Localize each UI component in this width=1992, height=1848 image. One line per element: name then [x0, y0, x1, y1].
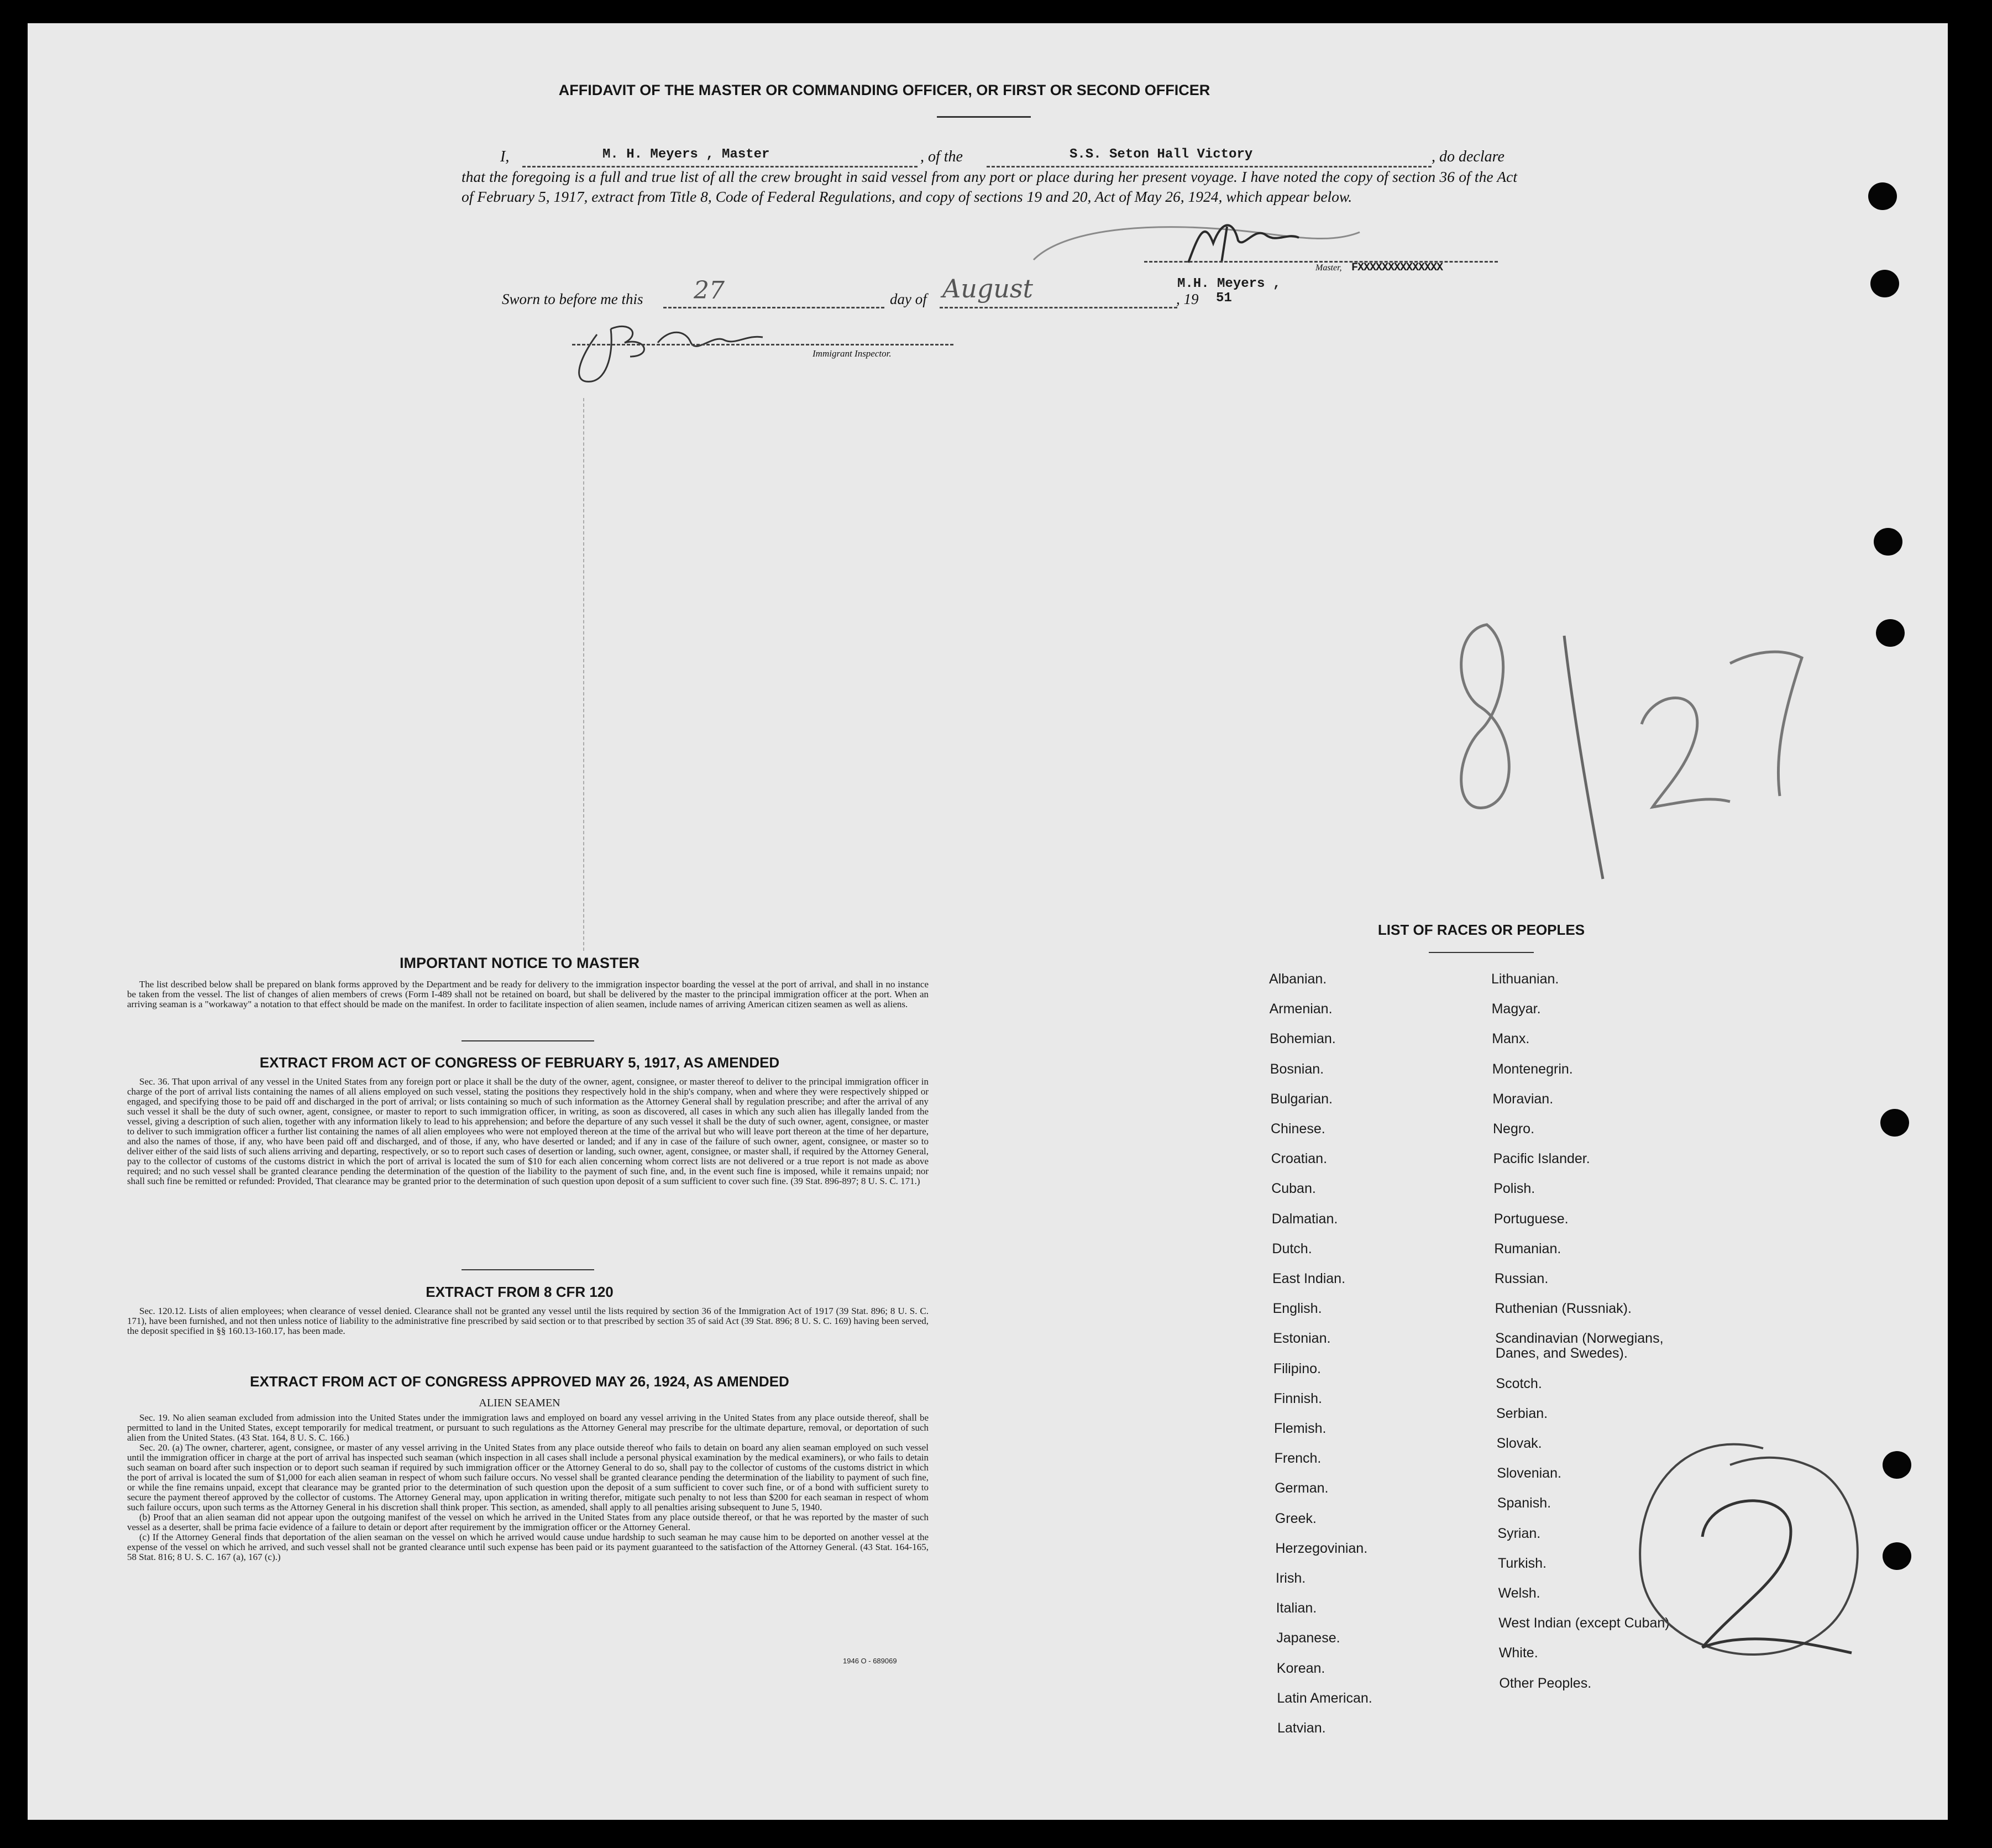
- margin-dash-marks: [583, 398, 584, 951]
- race-item: Filipino.: [1273, 1360, 1321, 1376]
- sworn-prefix: Sworn to before me this: [502, 291, 643, 307]
- race-item: Latin American.: [1277, 1690, 1372, 1706]
- race-item: Slovenian.: [1497, 1465, 1561, 1481]
- race-item: Greek.: [1275, 1510, 1317, 1526]
- race-item: Magyar.: [1491, 1001, 1541, 1017]
- do-declare-text: , do declare: [1432, 148, 1505, 165]
- race-item: Danes, and Swedes).: [1495, 1346, 1628, 1362]
- race-item: Estonian.: [1273, 1331, 1331, 1347]
- race-item: Welsh.: [1498, 1585, 1540, 1601]
- handwritten-circled-number: [1625, 1432, 1879, 1686]
- extract-1924-subtitle: ALIEN SEAMEN: [479, 1397, 560, 1409]
- extract-1924-sec20b: (b) Proof that an alien seaman did not appear upon the outgoing manifest of the vessel on which he arrived in the United States from any place outside thereof, or that he was reported by the master of such vessel as a deserter, shall be prima facie evidence of a failure to detain or deport after requirement by the immigration officer or the Attorney General.: [127, 1512, 929, 1532]
- race-item: Italian.: [1276, 1600, 1317, 1616]
- race-item: German.: [1275, 1480, 1329, 1496]
- race-item: Other Peoples.: [1499, 1675, 1592, 1691]
- of-the-text: , of the: [920, 148, 963, 165]
- race-item: Scotch.: [1496, 1375, 1542, 1391]
- affidavit-title: AFFIDAVIT OF THE MASTER OR COMMANDING OFFICER, OR FIRST OR SECOND OFFICER: [558, 82, 1210, 98]
- master-caption: Master,: [1315, 263, 1342, 273]
- race-item: Japanese.: [1276, 1630, 1340, 1646]
- extract-8cfr-title: EXTRACT FROM 8 CFR 120: [426, 1284, 614, 1300]
- race-item: Cuban.: [1271, 1181, 1316, 1197]
- race-item: Finnish.: [1273, 1390, 1322, 1406]
- master-caption-struck: FXXXXXXXXXXXXXX: [1351, 261, 1443, 274]
- title-underline: [937, 116, 1031, 118]
- race-item: Korean.: [1276, 1660, 1325, 1676]
- race-item: Latvian.: [1277, 1720, 1326, 1736]
- punch-hole: [1883, 1542, 1911, 1570]
- race-item: Portuguese.: [1493, 1211, 1569, 1227]
- extract-1924-sec20c: (c) If the Attorney General finds that deportation of the alien seaman on the vessel on which he arrived would cause undue hardship to such seaman he may cause him to be deported on another vessel at the expense of the vessel on which he arrived, and such vessel shall not be granted clearance until such expense has been paid or its payment guaranteed to the satisfaction of the Attorney General. (43 Stat. 164-165, 58 Stat. 816; 8 U. S. C. 167 (a), 167 (c).): [127, 1532, 929, 1562]
- race-item: East Indian.: [1272, 1271, 1346, 1286]
- race-item: Herzegovinian.: [1275, 1540, 1368, 1556]
- race-item: Ruthenian (Russniak).: [1495, 1301, 1632, 1317]
- race-item: Moravian.: [1492, 1091, 1554, 1107]
- race-item: White.: [1498, 1645, 1538, 1661]
- sworn-month-line: [940, 307, 1177, 308]
- notice-title: IMPORTANT NOTICE TO MASTER: [400, 955, 639, 971]
- race-item: Bulgarian.: [1270, 1091, 1333, 1107]
- master-name-typed: M. H. Meyers , Master: [602, 147, 770, 162]
- vessel-name-typed: S.S. Seton Hall Victory: [1070, 147, 1253, 162]
- race-item: Manx.: [1492, 1031, 1530, 1047]
- sworn-day-line: [663, 307, 884, 308]
- extract-1917-title: EXTRACT FROM ACT OF CONGRESS OF FEBRUARY 5, 1917, AS AMENDED: [259, 1054, 780, 1071]
- race-item: Bosnian.: [1270, 1061, 1324, 1077]
- race-item: Irish.: [1276, 1570, 1306, 1586]
- extract-1917-text: [127, 1077, 929, 1186]
- race-item: Turkish.: [1498, 1555, 1547, 1571]
- extract-1924-sec20a: Sec. 20. (a) The owner, charterer, agent, consignee, or master of any vessel arriving in the United States from any place outside thereof who fails to detain on board any alien seaman employed on such vessel until the immigration officer in charge at the port of arrival has inspected such seaman (which inspection in all cases shall include a personal physical examination by the medical examiners), or who fails to detain such seaman on board after such inspection or to deport such seaman if required by such immigration officer or the Attorney General to do so, shall pay to the collector of customs of the customs district in which the port of arrival is located the sum of $1,000 for each alien seaman in respect of whom such failure occurs. No vessel shall be granted clearance pending the determination of the liability to payment of such fine, or while the fine remains unpaid, except that clearance may be granted prior to the determination of such question upon the deposit of a sum sufficient to cover such fine, or of a bond with sufficient surety to secure the payment thereof approved by the collector of customs. The Attorney General may, upon application in writing therefor, mitigate such penalty to not less than $200 for each seaman in respect of whom such failure occurs, upon such terms as the Attorney General in his discretion shall think proper. This section, as amended, shall apply to all penalties arising subsequent to June 5, 1940.: [127, 1442, 929, 1512]
- race-item: Negro.: [1493, 1121, 1535, 1137]
- race-item: French.: [1274, 1451, 1322, 1467]
- race-item: Polish.: [1493, 1181, 1535, 1197]
- extract-1924-sec19: Sec. 19. No alien seaman excluded from admission into the United States under the immigration laws and employed on board any vessel arriving in the United States from any place outside thereof, shall be permitted to land in the United States, except temporarily for medical treatment, or pursuant to such regulations as the Attorney General may prescribe for the ultimate departure, removal, or deportation of such alien from the United States. (43 Stat. 164, 8 U. S. C. 166.): [127, 1412, 929, 1443]
- affidavit-statement: that the foregoing is a full and true list of all the crew brought in said vessel from any port or place during her present voyage. I have noted the copy of section 36 of the Act of February 5, 1917, extract from Title 8, Code of Federal Regulations, and copy of sections 19 and 20, Act of May 26, 1924, which appear below.: [462, 168, 1517, 205]
- notice-paragraph: The list described below shall be prepared on blank forms approved by the Department and be ready for delivery to the immigration inspector boarding the vessel at the port of arrival, and shall in no instance be taken from the vessel. The list of changes of alien members of crews (Form I-489 shall not be retained on board, but shall be delivered by the master to the principal immigration officer at the port. When an arriving seaman is a "workaway" a notation to that effect should be made on the manifest. In order to facilitate inspection of alien seamen, include names of arriving American citizen seamen as well as aliens.: [127, 979, 929, 1009]
- race-item: Russian.: [1495, 1271, 1549, 1286]
- sworn-month: August: [942, 274, 1034, 303]
- punch-hole: [1876, 619, 1905, 647]
- race-item: Bohemian.: [1270, 1031, 1336, 1047]
- races-title-underline: [1429, 952, 1534, 953]
- race-item: West Indian (except Cuban).: [1498, 1615, 1674, 1631]
- race-item: Lithuanian.: [1491, 971, 1559, 987]
- race-item: Slovak.: [1496, 1436, 1542, 1451]
- race-item: Armenian.: [1269, 1001, 1333, 1017]
- affidavit-i-prefix: I,: [500, 148, 510, 165]
- notice-divider: [462, 1040, 594, 1041]
- punch-hole: [1883, 1451, 1911, 1479]
- inspector-signature-line: [572, 344, 953, 345]
- race-item: Dalmatian.: [1271, 1211, 1338, 1227]
- inspector-caption: Immigrant Inspector.: [812, 348, 892, 359]
- extract-1917-divider: [462, 1269, 594, 1270]
- race-item: Albanian.: [1269, 971, 1327, 987]
- handwritten-date-note: [1420, 597, 1818, 896]
- punch-hole: [1874, 528, 1902, 556]
- race-item: Dutch.: [1272, 1240, 1312, 1257]
- race-item: Pacific Islander.: [1493, 1151, 1590, 1167]
- punch-hole: [1868, 182, 1897, 210]
- sworn-year: 51: [1216, 291, 1232, 306]
- extract-1917-paragraph: Sec. 36. That upon arrival of any vessel in the United States from any foreign port or place it shall be the duty of the owner, agent, consignee, or master thereof to deliver to the principal immigration officer in charge of the port of arrival lists containing the names of all aliens employed on such vessel, stating the positions they respectively hold in the ship's company, when and where they were respectively shipped or engaged, and specifying those to be paid off and discharged in the port of arrival; or lists containing so much of such information as the Attorney General shall by regulation prescribe; and after the arrival of any such vessel it shall be the duty of such owner, agent, consignee, or master to report to such immigration officer, in writing, as soon as discovered, all cases in which any such alien has illegally landed from the vessel, giving a description of such alien, together with any information likely to lead to his apprehension; and before the departure of any such vessel it shall be the duty of such owner, agent, consignee, or master to deliver to such immigration officer a further list containing the names of all alien employees who were not employed thereon at the time of the arrival but who will leave port thereon at the time of her departure, and also the names of those, if any, who have been paid off and discharged, and of those, if any, who have deserted or landed; and if any in case of the failure of such owner, agent, consignee, or master so to deliver either of the said lists of such aliens arriving and departing, respectively, or so to report such cases of desertion or landing, such owner, agent, consignee, or master shall, if required by the Attorney General, pay to the collector of customs of the customs district in which the port of arrival is located the sum of $10 for each alien concerning whom correct lists are not delivered or a true report is not made as above required; and no such vessel shall be granted clearance pending the determination of the question of the liability to the payment of such fine, and, in the event such fine is imposed, while it remains unpaid; nor shall such fine be remitted or refunded: Provided, That clearance may be granted prior to the determination of such question upon deposit of a sum sufficient to cover such fine. (39 Stat. 896-897; 8 U. S. C. 171.): [127, 1076, 929, 1186]
- punch-hole: [1880, 1109, 1909, 1137]
- race-item: Flemish.: [1274, 1421, 1327, 1436]
- race-item: Serbian.: [1496, 1405, 1548, 1421]
- sworn-day: 27: [694, 276, 725, 305]
- race-item: Montenegrin.: [1492, 1061, 1573, 1077]
- notice-text: [127, 980, 929, 1009]
- inspector-signature: [558, 312, 790, 395]
- print-code: 1946 O - 689069: [843, 1657, 897, 1665]
- race-item: Spanish.: [1497, 1495, 1551, 1511]
- punch-hole: [1870, 270, 1899, 297]
- race-item: Scandinavian (Norwegians,: [1495, 1331, 1664, 1347]
- race-item: English.: [1272, 1301, 1322, 1317]
- race-item: Syrian.: [1497, 1525, 1541, 1541]
- race-item: Croatian.: [1271, 1151, 1328, 1167]
- extract-8cfr-text: [127, 1306, 929, 1336]
- master-signature-line: [1144, 261, 1498, 263]
- races-title: LIST OF RACES OR PEOPLES: [1377, 922, 1585, 938]
- race-item: Rumanian.: [1494, 1240, 1561, 1257]
- master-signature-typed: M.H. Meyers ,: [1177, 276, 1281, 291]
- race-item: Chinese.: [1271, 1121, 1325, 1137]
- year-prefix: , 19: [1176, 291, 1199, 307]
- extract-1924-title: EXTRACT FROM ACT OF CONGRESS APPROVED MAY 26, 1924, AS AMENDED: [250, 1373, 789, 1390]
- day-of-text: day of: [890, 291, 927, 307]
- extract-8cfr-paragraph: Sec. 120.12. Lists of alien employees; when clearance of vessel denied. Clearance shall not be granted any vessel until the lists required by section 36 of the Immigration Act of 1917 (39 Stat. 896; 8 U. S. C. 171), have been furnished, and not then unless notice of liability to the administrative fine prescribed by said section or to that prescribed by section 35 of said Act (39 Stat. 896; 8 U. S. C. 169) having been served, the deposit specified in §§ 160.13-160.17, has been made.: [127, 1306, 929, 1336]
- extract-1924-text: [127, 1413, 929, 1562]
